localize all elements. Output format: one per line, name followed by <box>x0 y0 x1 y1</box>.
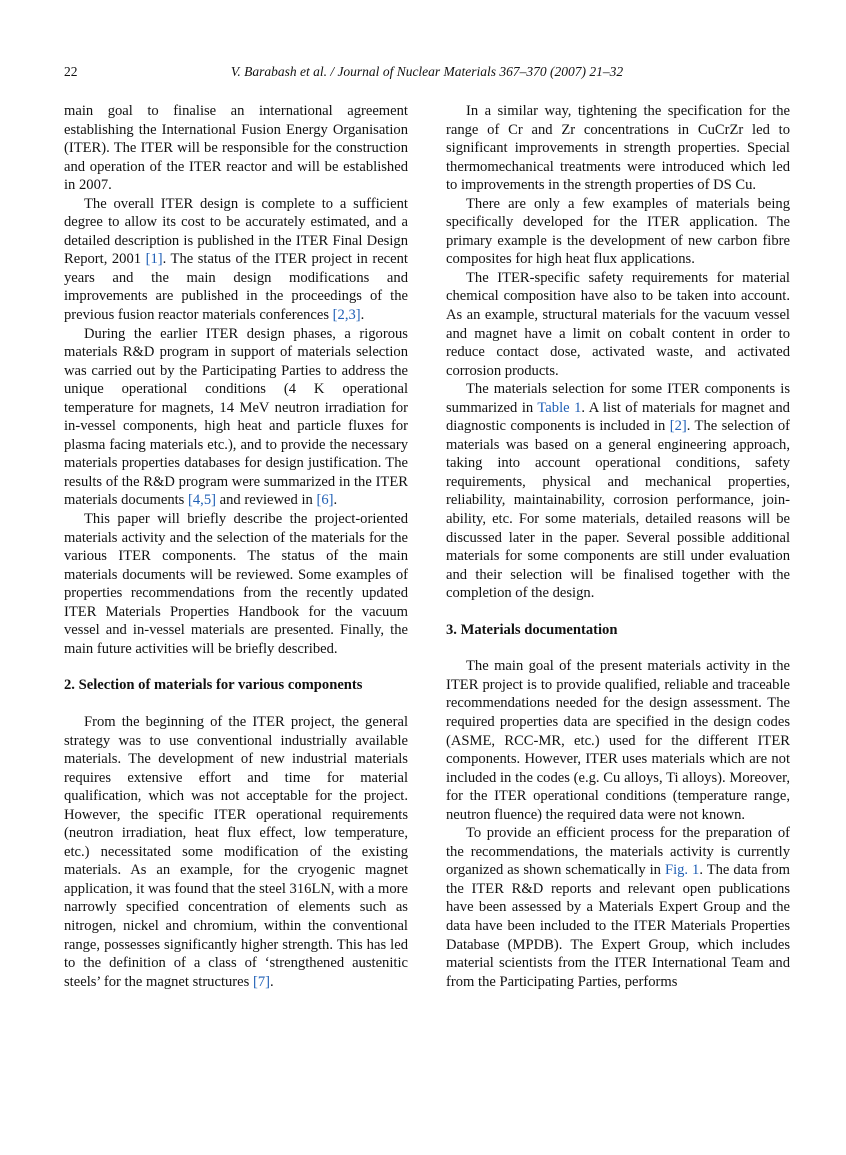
figure-link[interactable]: Fig. 1 <box>664 862 700 879</box>
page-number: 22 <box>64 64 78 79</box>
paragraph: To provide an efficient process for the preparation of the recommendations, the materials activity is currently organized as shown schematically in Fig. 1. The data from the ITER R&D reports and relevant open publications have been assessed by a Materials Expert Group and the data have been included to the ITER Materials Properties Database (MPDB). The Expert Group, which includes material scientists from the ITER International Team and from the Participating Parties, performs <box>446 825 790 990</box>
section-heading: 2. Selection of materials for various components <box>64 677 363 694</box>
page-header <box>64 64 790 84</box>
table-link[interactable]: Table 1 <box>537 399 582 416</box>
citation-link[interactable]: [1] <box>145 251 163 268</box>
paragraph: The materials selection for some ITER components is summarized in Table 1. A list of materials for magnet and diagnostic components is included in [2]. The selection of materials was based on a general engineering approach, taking into account operational conditions, safety requirements, physical and mechanical properties, reliability, maintainability, corrosion performance, join-ability, etc. For some materials, detailed reasons will be discussed later in the paper. Several possible additional materials for some components are still under evaluation and their selection will be finalised together with the completion of the design. <box>446 381 790 602</box>
section-heading: 3. Materials documentation <box>446 621 618 638</box>
paragraph: The overall ITER design is complete to a sufficient degree to allow its cost to be accurately estimated, and a detailed description is published in the ITER Final Design Report, 2001 [1]. The status of the ITER project in recent years and the main design modifications and improvements are published in the proceedings of the previous fusion reactor materials conferences [2,3]. <box>64 195 408 324</box>
paragraph: This paper will briefly describe the project-oriented materials activity and the selection of the materials for the various ITER components. The status of the main materials documents will be reviewed. Some examples of properties recommendations from the recently updated ITER Materials Properties Handbook for the vacuum vessel and in-vessel materials are presented. Finally, the main future activities will be briefly described. <box>64 511 408 657</box>
paragraph: The ITER-specific safety requirements for material chemical composition have also to be taken into account. As an example, structural materials for the vacuum vessel and magnet have a limit on cobalt content in order to reduce contact dose, activated waste, and activated corrosion products. <box>446 269 790 379</box>
citation-link[interactable]: [4,5] <box>188 492 216 509</box>
right-column <box>446 102 790 991</box>
citation-link[interactable]: [2,3] <box>332 307 361 324</box>
paragraph: From the beginning of the ITER project, the general strategy was to use conventional industrially available materials. The development of new industrial materials requires extensive effort and time for material qualification, which was not acceptable for the project. However, the specific ITER operational requirements (neutron irradiation, heat flux effect, low temperature, etc.) necessitated some modification of the existing materials. As an example, for the cryogenic magnet application, it was found that the steel 316LN, with a more narrowly specified concentration of elements such as nitrogen, nickel and chromium, within the conventional range, possesses significantly higher strength. This has led to the definition of a class of ‘strengthened austenitic steels’ for the magnet structures [7]. <box>64 713 408 990</box>
running-head: V. Barabash et al. / Journal of Nuclear Materials 367–370 (2007) 21–32 <box>230 64 624 79</box>
citation-link[interactable]: [7] <box>252 973 271 990</box>
paragraph: During the earlier ITER design phases, a rigorous materials R&D program in support of materials selection was carried out by the Participating Parties to address the unique operational conditions (4 K operational temperature for magnets, 14 MeV neutron irradiation for in-vessel components, high heat and particle fluxes for plasma facing materials etc.), and to provide the necessary materials properties databases for design justification. The results of the R&D program were summarized in the ITER materials documents [4,5] and reviewed in [6]. <box>64 325 408 509</box>
paragraph: There are only a few examples of materials being specifically developed for the ITER application. The primary example is the development of new carbon fibre composites for high heat flux applications. <box>446 195 790 268</box>
paragraph: main goal to finalise an international agreement establishing the International Fusion Energy Organisation (ITER). The ITER will be responsible for the construction and operation of the ITER reactor and will be established in 2007. <box>64 103 408 194</box>
citation-link[interactable]: [6] <box>316 492 334 509</box>
left-column <box>64 102 408 991</box>
citation-link[interactable]: [2] <box>669 418 687 435</box>
paragraph: In a similar way, tightening the specification for the range of Cr and Zr concentrations in CuCrZr led to significant improvements in strength properties. Special thermomechanical treatments were introduced which led to improvements in the strength properties of DS Cu. <box>446 103 790 194</box>
paragraph: The main goal of the present materials activity in the ITER project is to provide qualified, reliable and traceable recommendations needed for the design assessment. The required properties data are specified in the design codes (ASME, RCC-MR, etc.) used for the different ITER components. However, ITER uses materials which are not included in the codes (e.g. Cu alloys, Ti alloys). Moreover, for the ITER operational conditions (temperature range, neutron fluence) the required data were not known. <box>446 658 790 823</box>
